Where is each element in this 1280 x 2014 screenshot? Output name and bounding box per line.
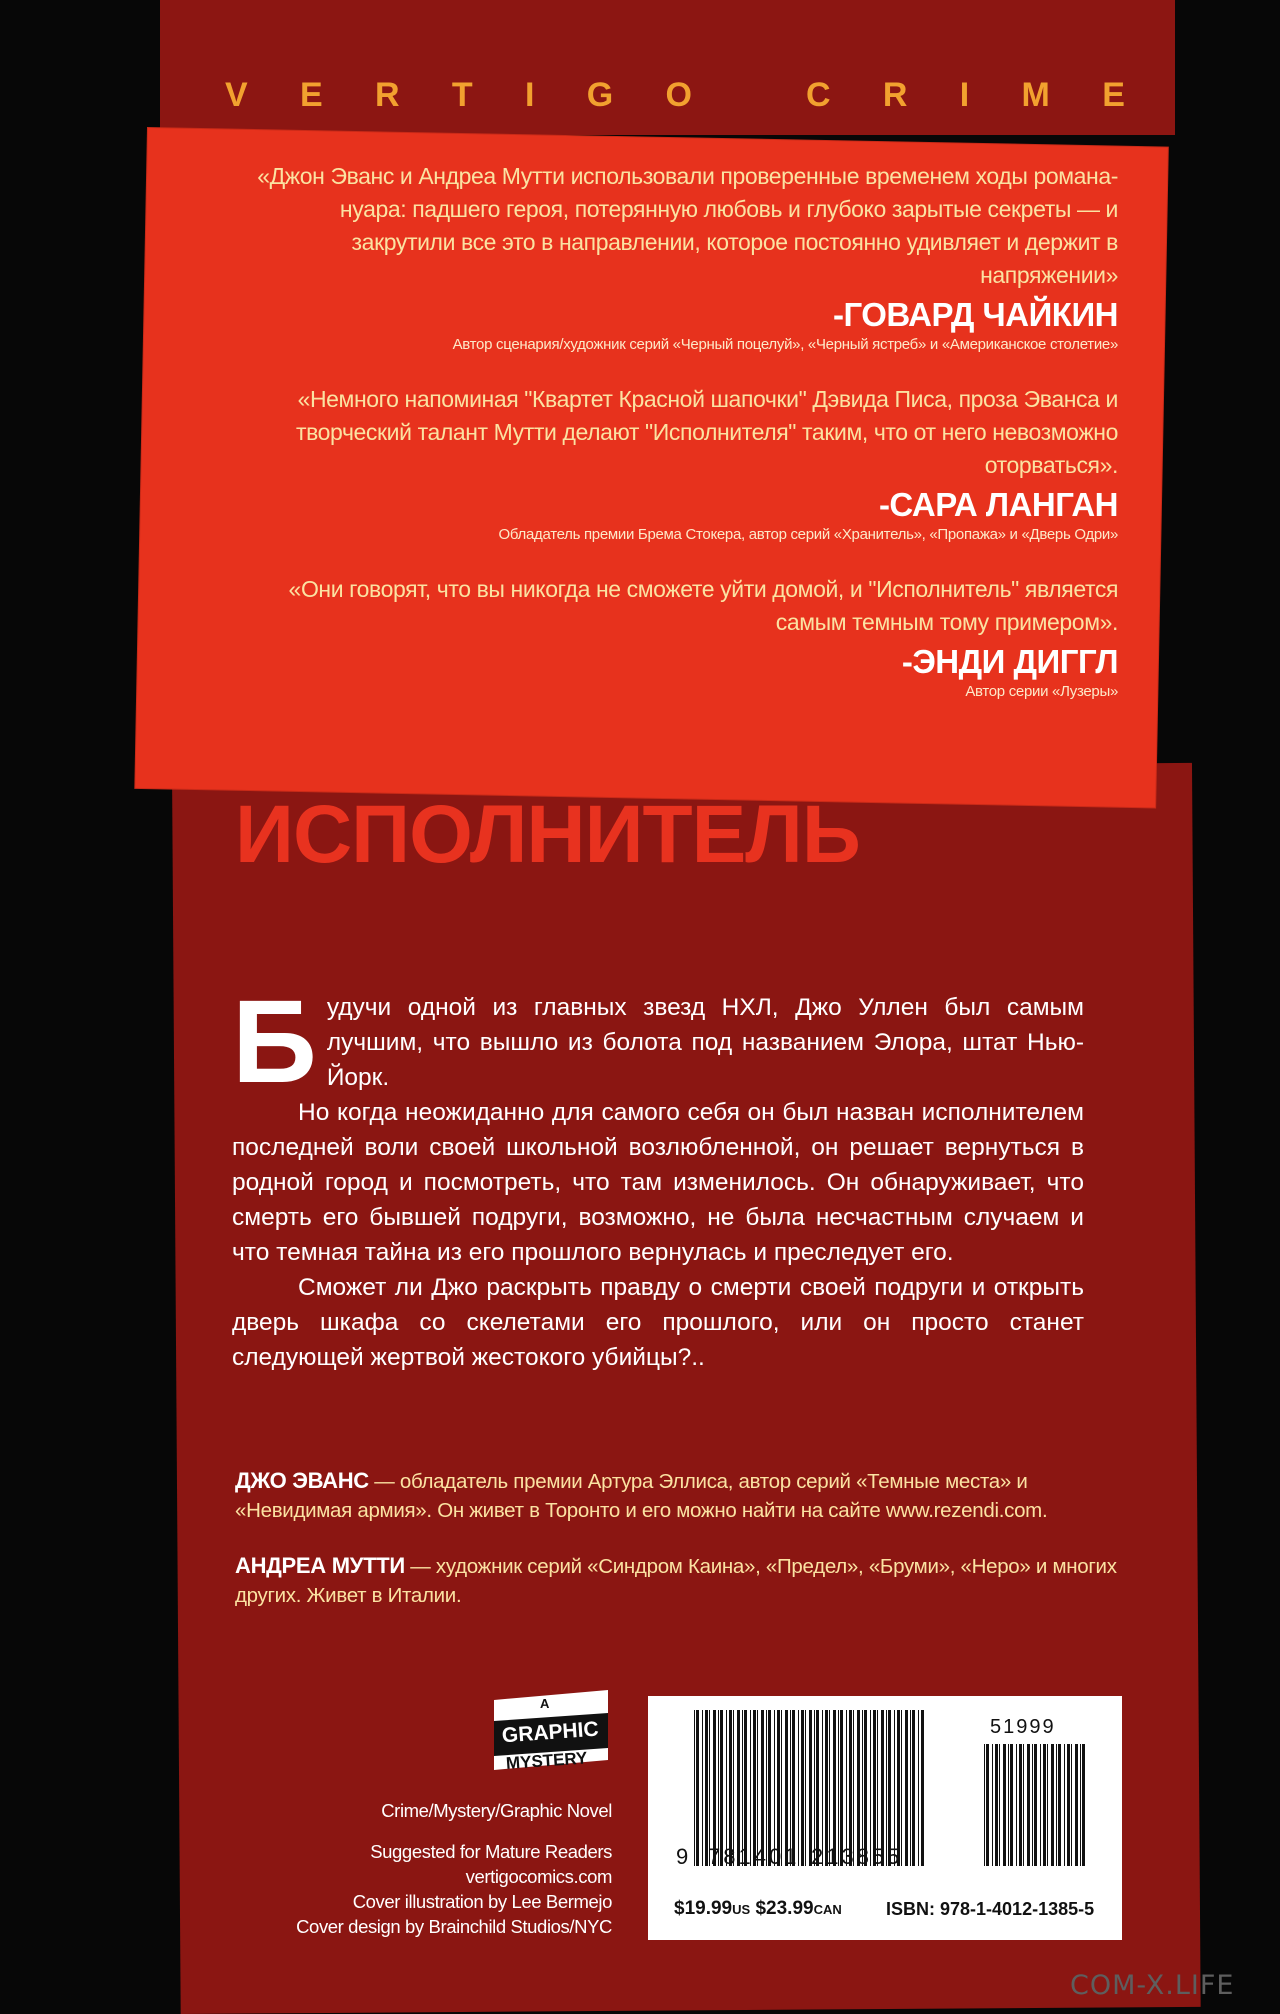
bio-text: — художник серий «Синдром Каина», «Предел», «Бруми», «Неро» и многих других. Живет в Италии. (235, 1555, 1117, 1607)
imprint-letter (744, 76, 753, 115)
imprint-letter: E (300, 76, 323, 114)
barcode-bar (873, 1710, 876, 1866)
barcode-bar (1010, 1744, 1013, 1866)
barcode-bar (1082, 1744, 1085, 1866)
imprint-letter: R (375, 76, 400, 114)
book-title: ИСПОЛНИТЕЛЬ (235, 789, 860, 880)
barcode-bar (1019, 1744, 1022, 1866)
bio-text: — обладатель премии Артура Эллиса, автор серий «Темные места» и «Невидимая армия». Он живет в Торонто и его можно найти на сайте www.rezendi.com. (235, 1470, 1048, 1522)
quote-author-role: Автор серии «Лузеры» (965, 683, 1118, 700)
barcode-bar (798, 1710, 799, 1866)
barcode-bar (864, 1710, 867, 1866)
price-us-label: US (732, 1902, 751, 1917)
quote-author: -САРА ЛАНГАН (878, 486, 1118, 523)
barcode-bar (774, 1710, 775, 1866)
imprint-letter: G (586, 76, 614, 114)
synopsis (232, 976, 1084, 1375)
barcode-bar (750, 1710, 751, 1866)
barcode-bar (995, 1744, 998, 1866)
quote-block (240, 160, 1118, 353)
price-line (674, 1898, 842, 1920)
barcode-bar (814, 1710, 815, 1866)
barcode-bar (822, 1710, 823, 1866)
barcode-bar (992, 1744, 993, 1866)
credit-rating: Suggested for Mature Readers (370, 1841, 612, 1862)
imprint-letter: T (451, 76, 473, 114)
quote-block (240, 383, 1118, 543)
drop-cap: Б (232, 976, 317, 1108)
barcode-bar (757, 1710, 758, 1866)
barcode-bar (897, 1710, 900, 1866)
barcode-addon-number: 51999 (990, 1716, 1056, 1738)
imprint-letter: V (225, 76, 248, 114)
barcode-bar (1027, 1744, 1030, 1866)
barcode-bar (781, 1710, 782, 1866)
barcode-bar (846, 1710, 847, 1866)
barcode-bar (888, 1710, 891, 1866)
bio-writer (235, 1466, 1135, 1525)
synopsis-text: удучи одной из главных звезд НХЛ, Джо Уллен был самым лучшим, что вышло из болота под названием Элора, штат Нью-Йорк. (326, 994, 1084, 1091)
barcode-bar (790, 1710, 791, 1866)
quote-author-role: Автор сценария/художник серий «Черный поцелуй», «Черный ястреб» и «Американское столетие» (452, 336, 1118, 353)
barcode-bar (720, 1710, 723, 1866)
barcode-bar (768, 1710, 771, 1866)
barcode-bar (870, 1710, 871, 1866)
barcode-box (648, 1696, 1122, 1940)
barcode-bar (742, 1710, 743, 1866)
barcode-bar (785, 1710, 788, 1866)
logo-line-2: GRAPHIC (501, 1717, 600, 1748)
barcode-ean-first: 9 (676, 1844, 689, 1869)
barcode-bar (696, 1710, 699, 1866)
barcode-bar (1058, 1744, 1061, 1866)
imprint-letter: O (665, 76, 692, 114)
quote-author: -ГОВАРД ЧАЙКИН (833, 296, 1118, 333)
barcode-bar (838, 1710, 839, 1866)
barcode-bar (753, 1710, 756, 1866)
barcode-bar (918, 1710, 919, 1866)
barcode-bar (713, 1710, 716, 1866)
barcode-bar (729, 1710, 732, 1866)
review-quotes (240, 160, 1118, 730)
synopsis-paragraph (232, 976, 1084, 1108)
barcode-bar (849, 1710, 852, 1866)
barcode-bar (857, 1710, 860, 1866)
synopsis-paragraph: Но когда неожиданно для самого себя он был назван исполнителем последней воли своей школьной возлюбленной, он решает вернуться в родной город и посмотреть, что там изменилось. Он обнаруживает, что смерть его бывшей подруги, возможно, не была несчастным случаем и что темная тайна из его прошлого вернулась и преследует его. (232, 1099, 1084, 1266)
credit-genre: Crime/Mystery/Graphic Novel (381, 1800, 612, 1821)
imprint-letter: R (882, 76, 908, 114)
barcode-bar (1034, 1744, 1037, 1866)
barcode-bar (833, 1710, 836, 1866)
barcode-bar (792, 1710, 795, 1866)
barcode-bar (709, 1710, 710, 1866)
barcode-bar (694, 1710, 695, 1866)
imprint-letter: I (959, 76, 970, 114)
bio-name: АНДРЕА МУТТИ (235, 1553, 405, 1578)
barcode-bar (1016, 1744, 1017, 1866)
bio-name: ДЖО ЭВАНС (235, 1468, 369, 1493)
quote-text: «Немного напоминая "Квартет Красной шапочки" Дэвида Писа, проза Эванса и творческий талант Мутти делают "Исполнителя" таким, что от него невозможно оторваться». (295, 386, 1118, 478)
quote-author: -ЭНДИ ДИГГЛ (901, 643, 1118, 680)
graphic-mystery-logo (490, 1690, 612, 1774)
barcode-bar (801, 1710, 804, 1866)
barcode-ean-left: 781401 (708, 1844, 800, 1869)
barcode-bar (777, 1710, 780, 1866)
barcode-bar (705, 1710, 708, 1866)
barcode-bar (984, 1744, 985, 1866)
barcode-bar (718, 1710, 719, 1866)
barcode-bar (829, 1710, 830, 1866)
barcode-bar (761, 1710, 764, 1866)
creator-bios (235, 1466, 1135, 1636)
barcode-bar (805, 1710, 806, 1866)
barcode-bar (862, 1710, 863, 1866)
barcode-bar (999, 1744, 1000, 1866)
barcode-bar (1080, 1744, 1081, 1866)
credit-site: vertigocomics.com (465, 1866, 612, 1887)
barcode-bar (912, 1710, 915, 1866)
logo-line-3: MYSTERY (505, 1748, 589, 1774)
barcode-bar (825, 1710, 828, 1866)
barcode-bar (1032, 1744, 1033, 1866)
barcode-bar (744, 1710, 747, 1866)
price-us: $19.99 (674, 1898, 733, 1919)
imprint-letter: E (1102, 76, 1125, 114)
credit-illustration: Cover illustration by Lee Bermejo (352, 1891, 612, 1912)
barcode-bar (881, 1710, 884, 1866)
quote-text: «Они говорят, что вы никогда не сможете уйти домой, и "Исполнитель" является самым темным тому примером». (288, 576, 1118, 635)
logo-line-1: A (540, 1696, 550, 1711)
barcode-bar (1064, 1744, 1065, 1866)
barcode-bar (886, 1710, 887, 1866)
barcode-bar (1056, 1744, 1057, 1866)
barcode-bar (921, 1710, 924, 1866)
barcode-bar (1043, 1744, 1046, 1866)
imprint-letter: I (524, 76, 535, 114)
barcode-bar (733, 1710, 734, 1866)
barcode-bar (1051, 1744, 1054, 1866)
quote-block (240, 573, 1118, 700)
barcode-bar (901, 1710, 902, 1866)
imprint-vertigo-crime (225, 76, 1125, 115)
barcode-bar (894, 1710, 895, 1866)
barcode-bar (1040, 1744, 1041, 1866)
barcode-bar (877, 1710, 878, 1866)
barcode-bar (1067, 1744, 1070, 1866)
site-watermark: COM-X.LIFE (1070, 1970, 1235, 2001)
barcode-bar (737, 1710, 740, 1866)
synopsis-paragraph: Сможет ли Джо раскрыть правду о смерти своей подруги и открыть дверь шкафа со скелетами его прошлого, или он просто станет следующей жертвой жестокого убийцы?.. (232, 1274, 1084, 1371)
barcode-bar (1023, 1744, 1024, 1866)
barcode-bar (986, 1744, 989, 1866)
imprint-letter: C (806, 76, 831, 114)
barcode-bar (853, 1710, 854, 1866)
barcode-bar (1008, 1744, 1009, 1866)
credits (240, 1798, 612, 1939)
bio-artist (235, 1551, 1135, 1610)
barcode-bar (766, 1710, 767, 1866)
barcode-bar (702, 1710, 703, 1866)
barcode-bar (840, 1710, 843, 1866)
barcode-bar (910, 1710, 911, 1866)
credit-design: Cover design by Brainchild Studios/NYC (296, 1916, 612, 1937)
barcode-bar (1075, 1744, 1078, 1866)
barcode-bar (809, 1710, 812, 1866)
barcode-bar (1071, 1744, 1072, 1866)
barcode-bar (905, 1710, 908, 1866)
barcode-bar (1003, 1744, 1006, 1866)
barcode-bar (816, 1710, 819, 1866)
price-can: $23.99 (755, 1898, 814, 1919)
barcode-bar (726, 1710, 727, 1866)
imprint-letter: M (1021, 76, 1050, 114)
quote-author-role: Обладатель премии Брема Стокера, автор серий «Хранитель», «Пропажа» и «Дверь Одри» (498, 526, 1118, 543)
price-can-label: CAN (813, 1902, 842, 1917)
isbn-number: ISBN: 978-1-4012-1385-5 (886, 1899, 1095, 1919)
quote-text: «Джон Эванс и Андреа Мутти использовали проверенные временем ходы романа-нуара: падшего героя, потерянную любовь и глубоко зарытые секреты — и закрутили все это в направлении, которое постоянно удивляет и держит в напряжении» (257, 163, 1118, 288)
barcode-bar (1047, 1744, 1048, 1866)
barcode-ean-right: 213855 (811, 1844, 903, 1869)
